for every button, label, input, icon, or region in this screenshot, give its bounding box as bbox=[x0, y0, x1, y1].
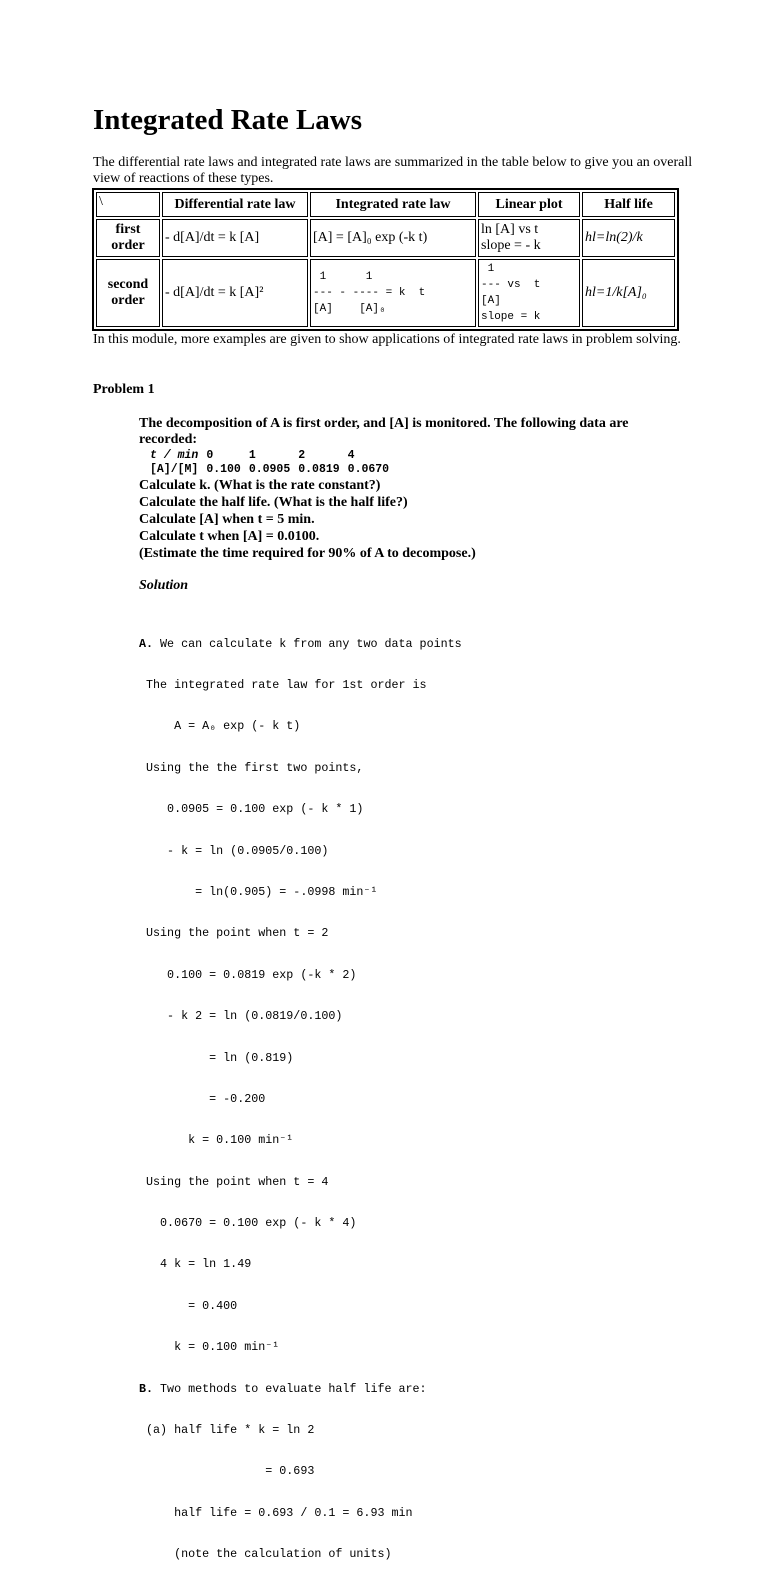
module-description: In this module, more examples are given to show applications of integrated rate laws in problem solving. bbox=[93, 332, 681, 347]
problem-statement: The decomposition of A is first order, and [A] is monitored. The following data are recorded: bbox=[139, 416, 629, 447]
step-letter: A. bbox=[139, 636, 154, 651]
question-item: Calculate k. (What is the rate constant?) bbox=[139, 478, 381, 493]
data-cell: 4 bbox=[347, 449, 355, 462]
step-letter: B. bbox=[139, 1381, 154, 1396]
table-row-first-order bbox=[96, 219, 675, 257]
header-half-life: Half life bbox=[582, 192, 675, 217]
solution-line: A = A₀ exp (- k t) bbox=[139, 719, 301, 734]
solution-line: (a) half life * k = ln 2 bbox=[139, 1423, 315, 1438]
second-order-plot-line-4: slope = k bbox=[481, 311, 541, 323]
data-cell: 1 bbox=[248, 449, 256, 462]
solution-line: = 0.693 bbox=[139, 1464, 315, 1479]
solution-line: (note the calculation of units) bbox=[139, 1547, 392, 1562]
data-cell: 0.0819 bbox=[298, 463, 340, 476]
second-order-integrated-line-3: [A] [A]₀ bbox=[313, 303, 386, 315]
solution-heading: Solution bbox=[139, 578, 189, 593]
first-order-plot-axes: ln [A] vs t bbox=[481, 222, 539, 237]
first-order-integrated: [A] = [A]₀ exp (-k t) bbox=[310, 219, 476, 257]
data-cell: t / min bbox=[150, 449, 199, 462]
question-item: Calculate [A] when t = 5 min. bbox=[139, 512, 315, 527]
second-order-differential: - d[A]/dt = k [A]² bbox=[162, 259, 308, 327]
first-order-plot-slope: slope = - k bbox=[481, 238, 541, 253]
solution-body bbox=[139, 610, 462, 1576]
table-corner-cell: \ bbox=[96, 192, 160, 217]
question-item: Calculate t when [A] = 0.0100. bbox=[139, 529, 320, 544]
second-order-integrated-line-2: --- - ---- = k t bbox=[313, 287, 426, 299]
page-title: Integrated Rate Laws bbox=[93, 104, 363, 136]
first-order-half-life: hl=ln(2)/k bbox=[582, 219, 675, 257]
second-order-plot-line-1: 1 bbox=[481, 263, 495, 275]
solution-line: The integrated rate law for 1st order is bbox=[139, 677, 427, 692]
second-order-linear-plot bbox=[478, 259, 580, 327]
table-row-second-order bbox=[96, 259, 675, 327]
data-row-time bbox=[146, 449, 393, 463]
rate-law-summary-table bbox=[92, 188, 679, 331]
solution-line: k = 0.100 min⁻¹ bbox=[139, 1340, 280, 1355]
question-list bbox=[139, 477, 476, 562]
second-order-plot-line-3: [A] bbox=[481, 295, 501, 307]
solution-line: half life = 0.693 / 0.1 = 6.93 min bbox=[139, 1505, 413, 1520]
solution-line: 0.0905 = 0.100 exp (- k * 1) bbox=[139, 802, 364, 817]
solution-line: B. Two methods to evaluate half life are: bbox=[139, 1381, 427, 1396]
second-order-integrated-line-1: 1 1 bbox=[313, 271, 373, 283]
first-order-linear-plot bbox=[478, 219, 580, 257]
intro-paragraph: The differential rate laws and integrated rate laws are summarized in the table below to give you an overall view of reactions of these types. bbox=[93, 155, 693, 186]
header-integrated-rate-law: Integrated rate law bbox=[310, 192, 476, 217]
solution-line: = ln (0.819) bbox=[139, 1050, 294, 1065]
data-cell: 2 bbox=[298, 449, 306, 462]
solution-line: 0.0670 = 0.100 exp (- k * 4) bbox=[139, 1216, 357, 1231]
solution-line: 0.100 = 0.0819 exp (-k * 2) bbox=[139, 967, 357, 982]
solution-line: - k 2 = ln (0.0819/0.100) bbox=[139, 1009, 343, 1024]
problem-heading: Problem 1 bbox=[93, 382, 155, 397]
solution-line: = -0.200 bbox=[139, 1091, 266, 1106]
question-item: (Estimate the time required for 90% of A to decompose.) bbox=[139, 546, 476, 561]
solution-line: Using the point when t = 4 bbox=[139, 1174, 329, 1189]
second-order-half-life: hl=1/k[A]₀ bbox=[582, 259, 675, 327]
row-label-second-order: second order bbox=[96, 259, 160, 327]
solution-line: = 0.400 bbox=[139, 1298, 238, 1313]
data-row-concentration bbox=[146, 463, 393, 477]
question-item: Calculate the half life. (What is the half life?) bbox=[139, 495, 408, 510]
solution-line: - k = ln (0.0905/0.100) bbox=[139, 843, 329, 858]
second-order-plot-line-2: --- vs t bbox=[481, 279, 541, 291]
solution-line: A. We can calculate k from any two data points bbox=[139, 636, 462, 651]
data-table bbox=[146, 449, 393, 477]
data-cell: 0.0905 bbox=[248, 463, 291, 476]
solution-line: Using the the first two points, bbox=[139, 760, 364, 775]
solution-line: k = 0.100 min⁻¹ bbox=[139, 1133, 294, 1148]
header-linear-plot: Linear plot bbox=[478, 192, 580, 217]
solution-line: Using the point when t = 2 bbox=[139, 926, 329, 941]
solution-line: = ln(0.905) = -.0998 min⁻¹ bbox=[139, 884, 378, 899]
row-label-first-order: first order bbox=[96, 219, 160, 257]
table-header-row bbox=[96, 192, 675, 217]
second-order-integrated bbox=[310, 259, 476, 327]
first-order-differential: - d[A]/dt = k [A] bbox=[162, 219, 308, 257]
data-cell: [A]/[M] bbox=[150, 463, 199, 476]
data-cell: 0.100 bbox=[206, 463, 241, 476]
data-cell: 0.0670 bbox=[347, 463, 390, 476]
header-differential-rate-law: Differential rate law bbox=[162, 192, 308, 217]
solution-line: 4 k = ln 1.49 bbox=[139, 1257, 252, 1272]
data-cell: 0 bbox=[206, 449, 214, 462]
